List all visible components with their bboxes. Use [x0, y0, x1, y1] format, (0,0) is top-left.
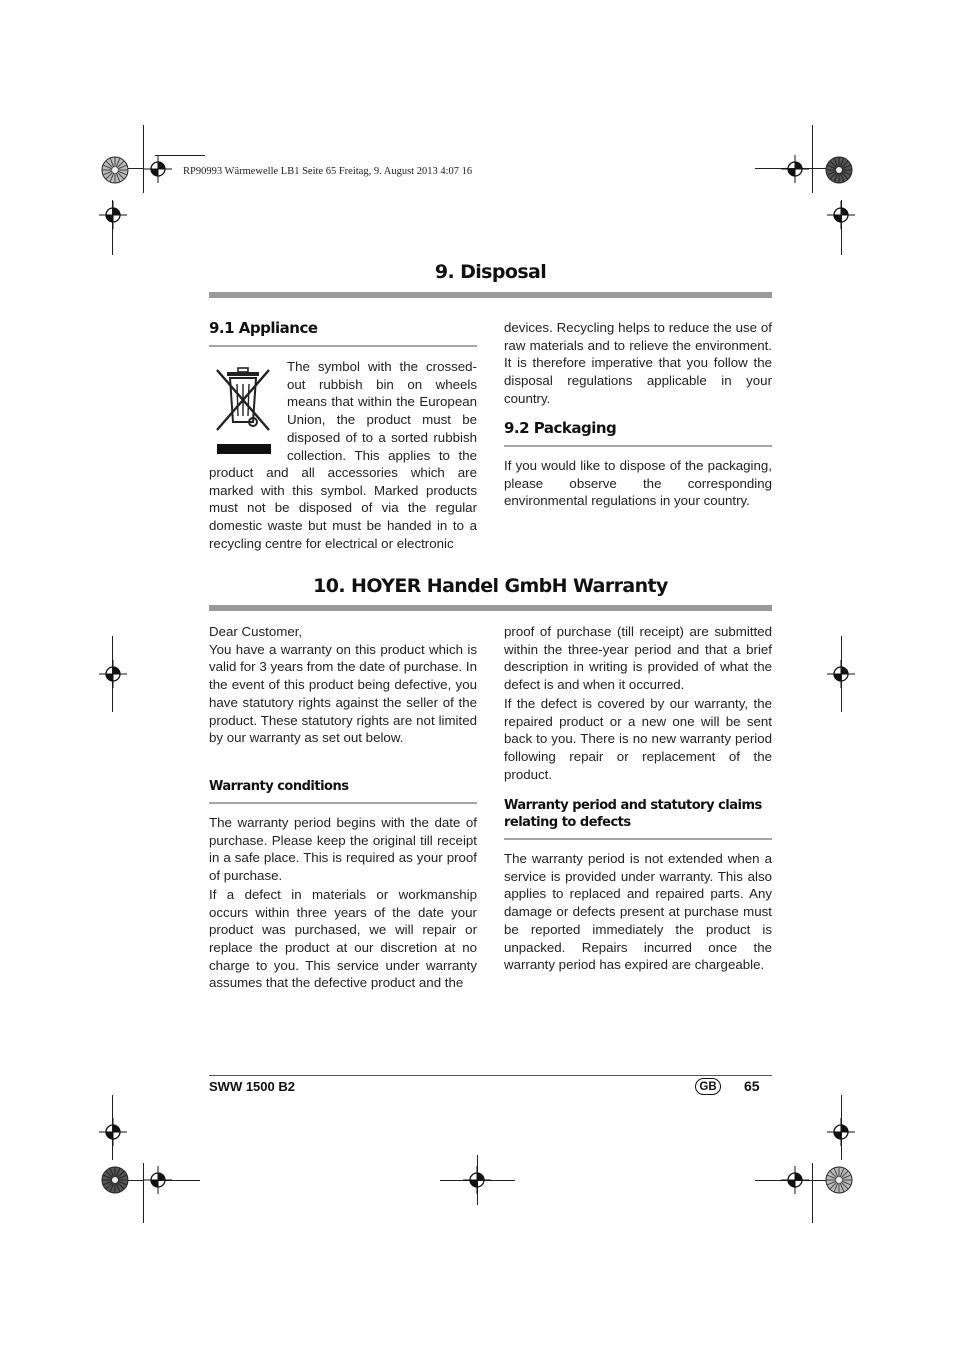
print-header: RP90993 Wärmewelle LB1 Seite 65 Freitag, 9. August 2013 4:07 16 [183, 166, 473, 177]
disposal-title: 9. Disposal [434, 261, 547, 283]
appliance-heading-rule [209, 345, 477, 347]
warranty-conditions-rule [209, 802, 477, 804]
greeting: Dear Customer, [209, 624, 303, 639]
warranty-period-text: The warranty period is not extended when a service is provided under warranty. This also applies to replaced and repaired parts. Any damage or defects present at purchase must be reported immediately the product is unpacked. Repairs incurred once the warranty period has expired are chargeable. [504, 851, 772, 973]
registration-mark-icon [99, 1118, 127, 1146]
warranty-title: 10. HOYER Handel GmbH Warranty [313, 575, 668, 597]
registration-mark-icon [827, 201, 855, 229]
registration-mark-icon [144, 1166, 172, 1194]
warranty-right-column [504, 623, 772, 783]
registration-mark-icon [99, 660, 127, 688]
conditions-paragraph-2: If a defect in materials or workmanship occurs within three years of the date your product was purchased, we will repair or replace the product at our discretion at no charge to you. This service under warranty assumes that the defective product and the [209, 886, 477, 991]
right-paragraph-1: proof of purchase (till receipt) are submitted within the three-year period and that a brief description in writing is provided of what the defect is and when it occurred. [504, 624, 772, 693]
warranty-intro: You have a warranty on this product which is valid for 3 years from the date of purchase. In the event of this product being defective, you have statutory rights against the seller of the product. These statutory rights are not limited by our warranty as set out below. [209, 641, 477, 746]
crossed-out-wheelie-bin-icon [213, 364, 273, 458]
appliance-text-beside-icon: The symbol with the crossed- out rubbish bin on wheels means that within the European Union, the product must be disposed of to a sorted rubbish collection. This applies to the [287, 359, 477, 463]
registration-mark-icon [827, 660, 855, 688]
appliance-text-below-icon: product and all accessories which are marked with this symbol. Marked products must not be disposed of via the regular domestic waste but must be handed in to a recycling centre for electrical or electronic [209, 465, 477, 551]
packaging-text: If you would like to dispose of the packaging, please observe the corresponding environmental regulations in your country. [504, 458, 772, 509]
registration-mark-icon [463, 1166, 491, 1194]
color-wheel-icon [101, 156, 129, 184]
registration-mark-icon [99, 201, 127, 229]
crop-mark [812, 1163, 813, 1223]
page-number: 65 [744, 1078, 760, 1094]
warranty-period-heading: Warranty period and statutory claims relating to defects [504, 798, 762, 830]
warranty-left-column [209, 623, 477, 747]
registration-mark-icon [827, 1118, 855, 1146]
registration-mark-icon [781, 1166, 809, 1194]
warranty-conditions-heading: Warranty conditions [209, 779, 349, 794]
color-wheel-icon [825, 1166, 853, 1194]
appliance-text-continued: devices. Recycling helps to reduce the use of raw materials and to relieve the environment. It is therefore imperative that you follow the disposal regulations applicable in your country. [504, 320, 772, 406]
right-paragraph-2: If the defect is covered by our warranty, the repaired product or a new one will be sent back to you. There is no new warranty period following repair or replacement of the product. [504, 695, 772, 782]
packaging-heading-rule [504, 445, 772, 447]
color-wheel-icon [825, 156, 853, 184]
appliance-heading: 9.1 Appliance [209, 319, 318, 337]
warranty-conditions-text [209, 814, 477, 992]
language-badge: GB [695, 1078, 721, 1095]
disposal-title-rule [209, 292, 772, 298]
crop-mark [812, 125, 813, 193]
conditions-paragraph-1: The warranty period begins with the date of purchase. Please keep the original till receipt in a safe place. This is required as your proof of purchase. [209, 815, 477, 884]
warranty-period-rule [504, 838, 772, 840]
color-wheel-icon [101, 1166, 129, 1194]
footer-model: SWW 1500 B2 [209, 1079, 295, 1094]
packaging-heading: 9.2 Packaging [504, 419, 617, 437]
warranty-title-rule [209, 605, 772, 611]
registration-mark-icon [144, 155, 172, 183]
registration-mark-icon [781, 155, 809, 183]
footer-rule [209, 1075, 772, 1076]
